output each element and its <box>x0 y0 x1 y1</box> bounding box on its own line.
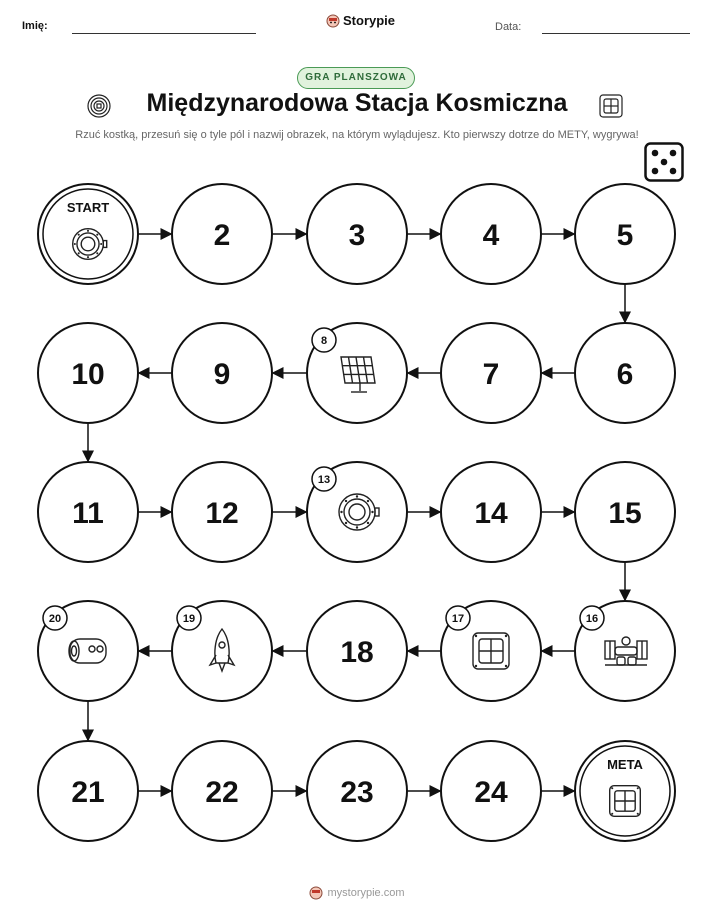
space-number: 11 <box>72 497 104 530</box>
board-space <box>307 741 407 841</box>
board-space <box>441 184 541 284</box>
board-space <box>38 323 138 423</box>
board-space <box>307 323 407 423</box>
space-number: 4 <box>482 219 500 252</box>
space-label: START <box>66 200 110 215</box>
board-space <box>38 741 138 841</box>
space-number-badge <box>580 606 604 630</box>
start-space <box>38 184 138 284</box>
space-number: 21 <box>71 776 105 809</box>
footer <box>0 886 714 900</box>
space-number: 15 <box>608 497 642 530</box>
board-space <box>172 601 272 701</box>
storypie-mascot-icon <box>309 886 323 900</box>
board-space <box>575 323 675 423</box>
board-space <box>441 323 541 423</box>
space-label: META <box>607 757 643 772</box>
board-space <box>307 462 407 562</box>
space-number-badge <box>312 467 336 491</box>
board-space <box>172 184 272 284</box>
space-number: 12 <box>205 497 239 530</box>
board-space <box>575 601 675 701</box>
name-label: Imię: <box>22 20 48 32</box>
space-number: 24 <box>474 776 508 809</box>
board-space <box>441 462 541 562</box>
space-number: 6 <box>616 358 634 391</box>
space-number: 9 <box>213 358 231 391</box>
instructions: Rzuć kostką, przesuń się o tyle pól i nazwij obrazek, na którym wylądujesz. Kto pierwszy dotrze do METY, wygrywa! <box>75 129 639 141</box>
finish-space <box>575 741 675 841</box>
space-number: 19 <box>182 613 196 625</box>
category-badge: GRA PLANSZOWA <box>297 67 415 89</box>
board-space <box>172 741 272 841</box>
space-number: 14 <box>474 497 508 530</box>
board-space <box>575 462 675 562</box>
board-space <box>172 462 272 562</box>
space-number: 22 <box>205 776 239 809</box>
board-space <box>441 741 541 841</box>
board-space <box>307 184 407 284</box>
board-space <box>38 462 138 562</box>
space-number: 10 <box>71 358 105 391</box>
page-title: Międzynarodowa Stacja Kosmiczna <box>146 89 568 117</box>
board-space <box>38 601 138 701</box>
space-number: 7 <box>482 358 500 391</box>
space-number: 17 <box>451 613 465 625</box>
space-number-badge <box>446 606 470 630</box>
board-space <box>441 601 541 701</box>
space-number-badge <box>177 606 201 630</box>
space-number: 5 <box>616 219 634 252</box>
space-number: 13 <box>317 474 331 486</box>
brand-name: Storypie <box>343 13 396 28</box>
space-number: 16 <box>585 613 599 625</box>
board-space <box>307 601 407 701</box>
space-number: 20 <box>48 613 62 625</box>
space-number-badge <box>312 328 336 352</box>
space-number: 18 <box>340 636 374 669</box>
space-number: 23 <box>340 776 374 809</box>
footer-url: mystorypie.com <box>327 887 405 899</box>
board-space <box>575 184 675 284</box>
space-number: 2 <box>213 219 231 252</box>
board-space <box>172 323 272 423</box>
date-label: Data: <box>495 21 522 33</box>
space-number: 8 <box>320 335 328 347</box>
space-number-badge <box>43 606 67 630</box>
space-number: 3 <box>348 219 366 252</box>
